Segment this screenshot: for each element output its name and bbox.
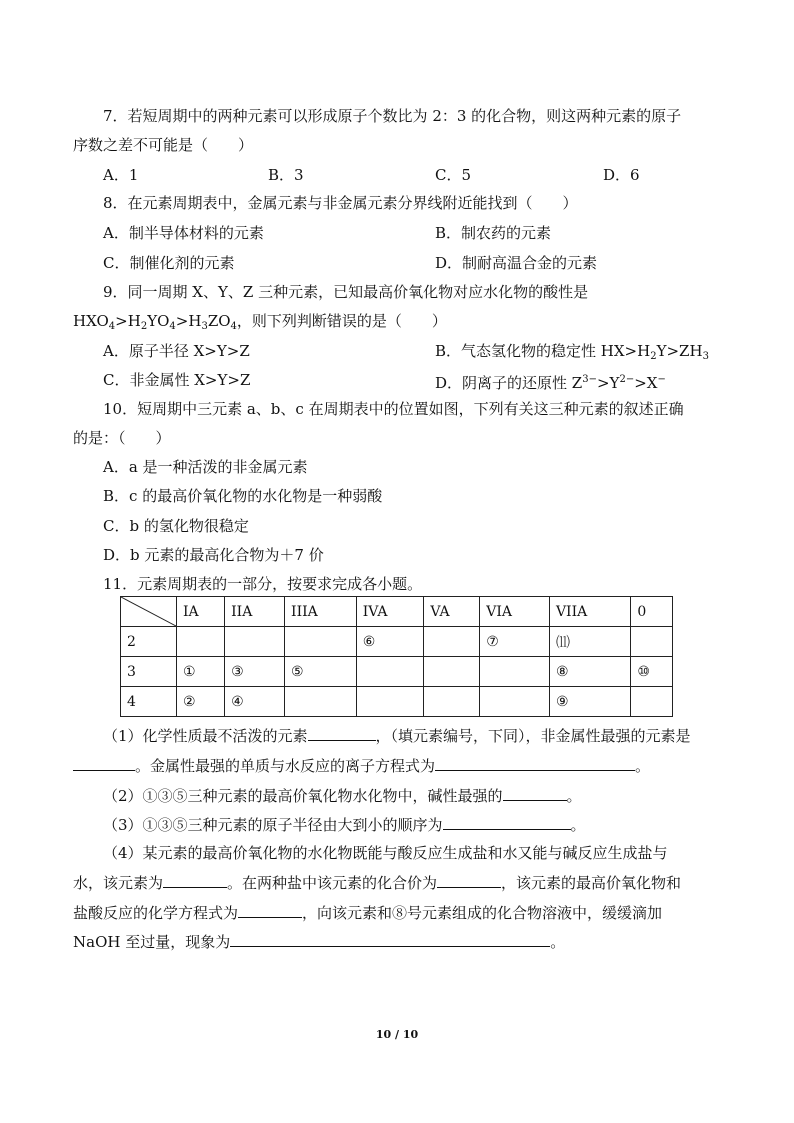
answer-blank[interactable]: [230, 931, 550, 947]
table-cell: ⑥: [356, 627, 424, 657]
q10-option-b: B．c 的最高价氧化物的水化物是一种弱酸: [103, 487, 383, 505]
table-cell: ⑩: [631, 657, 673, 687]
table-row: [121, 627, 673, 657]
q10-stem-line2: 的是：（ ）: [73, 429, 171, 447]
q9-option-d: D．阴离子的还原性 $Z^{3-}>Y^{2-}>X^-$: [435, 374, 666, 392]
q9-option-b: B．气态氢化物的稳定性 $HX>H_2Y>ZH_3$: [435, 342, 709, 362]
q9-stem-line1: 9．同一周期 X、Y、Z 三种元素，已知最高价氧化物对应水化物的酸性是: [103, 283, 589, 301]
table-cell: ④: [225, 687, 285, 717]
table-cell: [285, 627, 357, 657]
q10-stem-line1: 10．短周期中三元素 a、b、c 在周期表中的位置如图，下列有关这三种元素的叙述正确: [103, 400, 684, 418]
q11-part4-line2: 水，该元素为 。在两种盐中该元素的化合价为 ，该元素的最高价氧化物和: [73, 874, 682, 892]
q8-option-b: B．制农药的元素: [435, 224, 552, 242]
q7-stem-line1: 7．若短周期中的两种元素可以形成原子个数比为 2：3 的化合物，则这两种元素的原子: [103, 107, 682, 125]
table-cell: ⑦: [480, 627, 550, 657]
q9-option-a: A．原子半径 X>Y>Z: [103, 342, 250, 360]
q9-stem-line2: $HXO_4>H_2YO_4>H_3ZO_4$，则下列判断错误的是（ ）: [73, 312, 447, 332]
group-header: IIA: [225, 597, 285, 627]
period-label: 2: [121, 627, 177, 657]
q8-option-c: C．制催化剂的元素: [103, 254, 235, 272]
table-cell: ①: [177, 657, 225, 687]
periodic-table-excerpt: [120, 596, 673, 717]
table-cell: [285, 687, 357, 717]
answer-blank[interactable]: [435, 755, 635, 771]
q10-option-a: A．a 是一种活泼的非金属元素: [103, 458, 308, 476]
table-cell: [631, 687, 673, 717]
table-header-row: [121, 597, 673, 627]
table-cell: [356, 687, 424, 717]
q7-option-b: B．3: [268, 166, 304, 184]
answer-blank[interactable]: [437, 872, 501, 888]
table-row: [121, 687, 673, 717]
table-corner-cell: [121, 597, 177, 627]
q7-option-c: C．5: [435, 166, 472, 184]
table-cell: [356, 657, 424, 687]
group-header: IA: [177, 597, 225, 627]
q11-part4-line4: NaOH 至过量，现象为 。: [73, 933, 566, 951]
q8-option-a: A．制半导体材料的元素: [103, 224, 264, 242]
q8-stem: 8．在元素周期表中，金属元素与非金属元素分界线附近能找到（ ）: [103, 194, 578, 212]
table-cell: ⑾: [549, 627, 630, 657]
table-row: [121, 657, 673, 687]
table-cell: ③: [225, 657, 285, 687]
q11-part4-line1: （4）某元素的最高价氧化物的水化物既能与酸反应生成盐和水又能与碱反应生成盐与: [103, 844, 668, 862]
table-cell: [424, 687, 480, 717]
group-header: VA: [424, 597, 480, 627]
table-cell: ⑨: [549, 687, 630, 717]
q11-part1-line1: （1）化学性质最不活泼的元素 ，（填元素编号，下同），非金属性最强的元素是: [103, 727, 691, 745]
q11-part2: （2）①③⑤三种元素的最高价氧化物水化物中，碱性最强的 。: [103, 787, 582, 805]
q11-stem: 11．元素周期表的一部分，按要求完成各小题。: [103, 575, 423, 593]
table-cell: [480, 687, 550, 717]
table-cell: [424, 657, 480, 687]
q10-option-c: C．b 的氢化物很稳定: [103, 517, 249, 535]
group-header: VIIA: [549, 597, 630, 627]
answer-blank[interactable]: [238, 902, 302, 918]
answer-blank[interactable]: [308, 725, 376, 741]
q9-option-c: C．非金属性 X>Y>Z: [103, 371, 251, 389]
table-cell: [225, 627, 285, 657]
q7-option-d: D．6: [603, 166, 640, 184]
group-header: 0: [631, 597, 673, 627]
period-label: 3: [121, 657, 177, 687]
answer-blank[interactable]: [163, 872, 227, 888]
q11-part3: （3）①③⑤三种元素的原子半径由大到小的顺序为 。: [103, 816, 586, 834]
q10-option-d: D．b 元素的最高化合物为＋7 价: [103, 546, 324, 564]
table-cell: ⑤: [285, 657, 357, 687]
table-cell: ⑧: [549, 657, 630, 687]
q11-part4-line3: 盐酸反应的化学方程式为 ，向该元素和⑧号元素组成的化合物溶液中，缓缓滴加: [73, 904, 663, 922]
table-cell: ②: [177, 687, 225, 717]
page-number: 10 / 10: [375, 1028, 419, 1041]
answer-blank[interactable]: [73, 755, 135, 771]
q7-stem-line2: 序数之差不可能是（ ）: [73, 136, 254, 154]
answer-blank[interactable]: [503, 785, 567, 801]
table-cell: [631, 627, 673, 657]
group-header: IVA: [356, 597, 424, 627]
group-header: IIIA: [285, 597, 357, 627]
period-label: 4: [121, 687, 177, 717]
q11-part1-line2: 。金属性最强的单质与水反应的离子方程式为 。: [73, 755, 650, 776]
q8-option-d: D．制耐高温合金的元素: [435, 254, 598, 272]
q7-option-a: A．1: [103, 166, 139, 184]
table-cell: [480, 657, 550, 687]
group-header: VIA: [480, 597, 550, 627]
table-cell: [177, 627, 225, 657]
answer-blank[interactable]: [443, 814, 571, 830]
table-cell: [424, 627, 480, 657]
